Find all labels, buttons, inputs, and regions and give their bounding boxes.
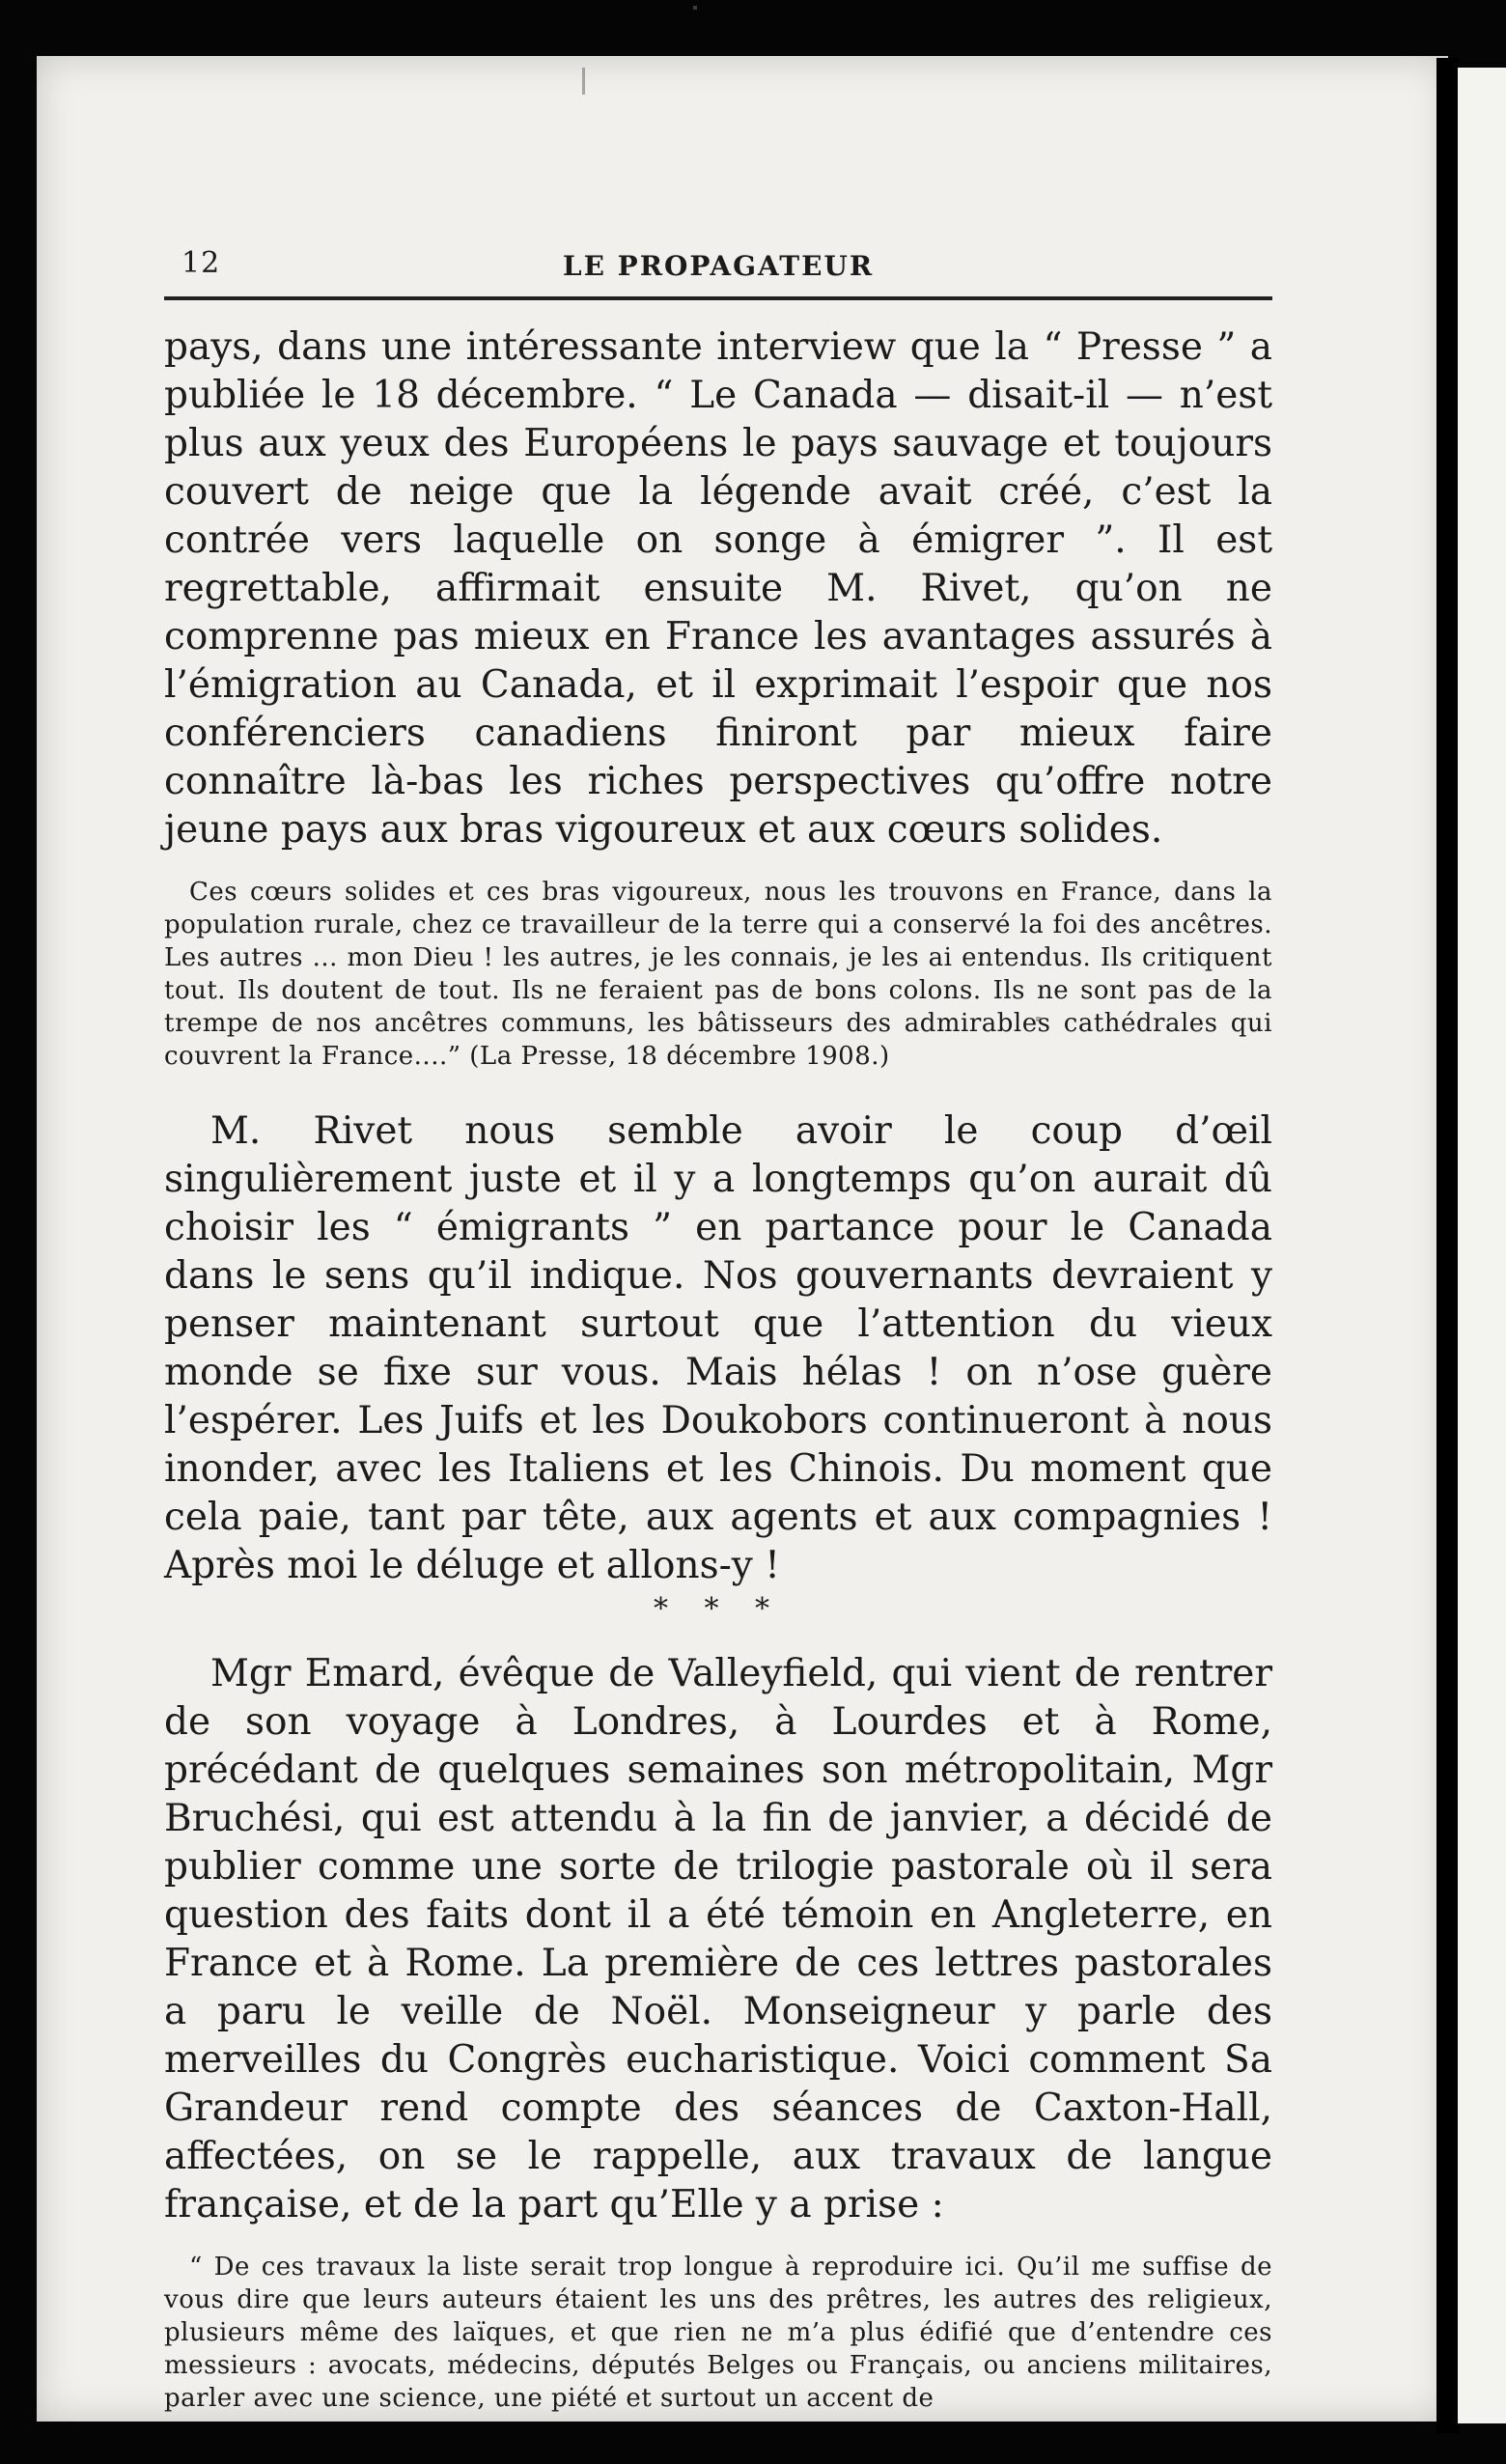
page-number: 12 — [181, 246, 221, 280]
page-content — [164, 246, 1272, 2415]
paragraph-intro: pays, dans une intéressante interview que la “ Presse ” a publiée le 18 décembre. “ Le Canada — disait-il — n’est plus aux yeux des Européens le pays sauvage et toujours couvert de neige que la légende avait créé, c’est la contrée vers laquelle on songe à émigrer ”. Il est regrettable, affirmait ensuite M. Rivet, qu’on ne comprenne pas mieux en France les avantages assurés à l’émigration au Canada, et il exprimait l’espoir que nos conférenciers canadiens finiront par mieux faire connaître là-bas les riches perspectives qu’offre notre jeune pays aux bras vigoureux et aux cœurs solides. — [164, 325, 1272, 852]
quotation-la-presse: Ces cœurs solides et ces bras vigoureux, nous les trouvons en France, dans la population rurale, chez ce travailleur de la terre qui a conservé la foi des ancêtres. Les autres ... mon Dieu ! les autres, je les connais, je les ai entendus. Ils critiquent tout. Ils doutent de tout. Ils ne feraient pas de bons colons. Ils ne sont pas de la trempe de nos ancêtres communs, les bâtisseurs des admirables cathédrales qui couvrent la France....” (La Presse, 18 décembre 1908.) — [164, 878, 1272, 1071]
scan-speck — [693, 6, 697, 10]
header-rule — [164, 296, 1272, 300]
next-page-edge — [1458, 68, 1506, 2423]
scan-speck — [582, 68, 585, 95]
paragraph-rivet: M. Rivet nous semble avoir le coup d’œil singulièrement juste et il y a longtemps qu’on aurait dû choisir les “ émigrants ” en partance pour le Canada dans le sens qu’il indique. Nos gouvernants devraient y penser maintenant surtout que l’attention du vieux monde se fixe sur vous. Mais hélas ! on n’ose guère l’espérer. Les Juifs et les Doukobors continueront à nous inonder, avec les Italiens et les Chinois. Du moment que cela paie, tant par tête, aux agents et aux compagnies ! Après moi le déluge et allons-y ! — [164, 1109, 1272, 1587]
quotation-pastoral-letter: “ De ces travaux la liste serait trop longue à reproduire ici. Qu’il me suffise de vous dire que leurs auteurs étaient les uns des prêtres, les autres des religieux, plusieurs même des laïques, et que rien ne m’a plus édifié que d’entendre ces messieurs : avocats, médecins, députés Belges ou Français, ou anciens militaires, parler avec une science, une piété et surtout un accent de — [164, 2253, 1272, 2413]
running-header — [164, 246, 1272, 291]
section-separator: * * * — [653, 1592, 784, 1626]
paragraph-mgr-emard: Mgr Emard, évêque de Valleyfield, qui vient de rentrer de son voyage à Londres, à Lourdes et à Rome, précédant de quelques semaines son métropolitain, Mgr Bruchési, qui est attendu à la fin de janvier, a décidé de publier comme une sorte de trilogie pastorale où il sera question des faits dont il a été témoin en Angleterre, en France et à Rome. La première de ces lettres pastorales a paru le veille de Noël. Monseigneur y parle des merveilles du Congrès eucharistique. Voici comment Sa Grandeur rend compte des séances de Caxton-Hall, affectées, on se le rappelle, aux travaux de langue française, et de la part qu’Elle y a prise : — [164, 1652, 1272, 2226]
running-title: LE PROPAGATEUR — [562, 250, 875, 282]
page-gutter — [1436, 58, 1460, 2433]
